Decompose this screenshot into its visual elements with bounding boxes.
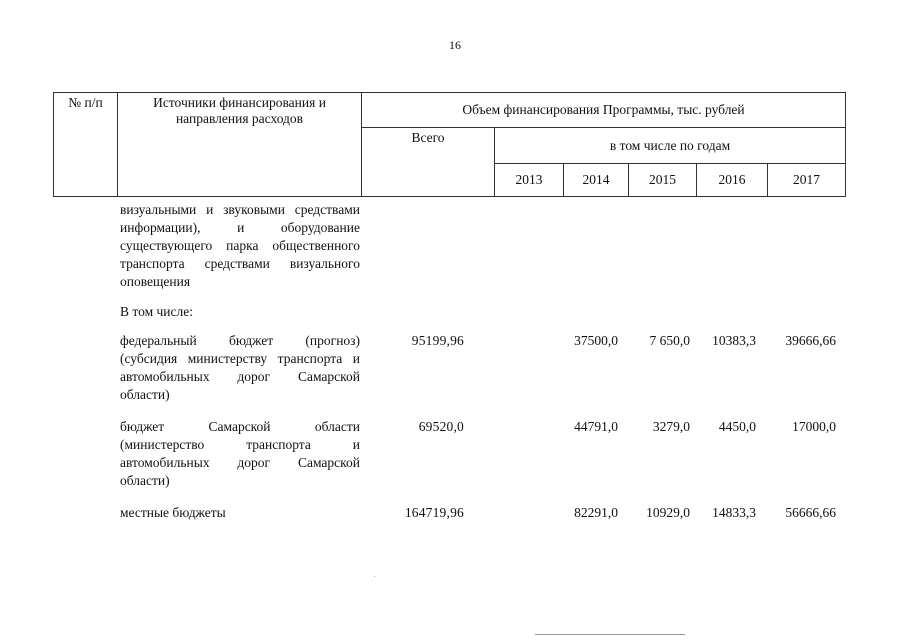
header-col-source: Источники финансирования и направления расходов: [118, 93, 362, 197]
row-federal-2014: 37500,0: [574, 333, 618, 348]
row-local-2016: 14833,3: [712, 505, 756, 520]
row-federal-source: федеральный бюджет (прогноз) (субсидия министерству транспорта и автомобильных дорог Самарской области): [120, 333, 360, 402]
row-regional-2015: 3279,0: [652, 419, 690, 434]
header-col-volume: Объем финансирования Программы, тыс. рублей: [362, 93, 846, 128]
scan-speck: [374, 576, 375, 577]
row-local-2014: 82291,0: [574, 505, 618, 520]
header-col-number: № п/п: [54, 93, 118, 197]
row-federal-2016: 10383,3: [712, 333, 756, 348]
row-regional-source: бюджет Самарской области (министерство транспорта и автомобильных дорог Самарской области): [120, 419, 360, 488]
row-regional-2017: 17000,0: [792, 419, 836, 434]
page-number: 16: [449, 38, 461, 52]
row-federal-2017: 39666,66: [785, 333, 836, 348]
row-regional-2014: 44791,0: [574, 419, 618, 434]
header-year-2014: 2014: [564, 164, 629, 197]
header-col-total: Всего: [362, 128, 495, 197]
row-including-label: В том числе:: [120, 304, 193, 319]
header-year-2013: 2013: [495, 164, 564, 197]
header-col-including: в том числе по годам: [495, 128, 846, 164]
row-local-total: 164719,96: [404, 505, 464, 520]
row-federal-2015: 7 650,0: [649, 333, 690, 348]
row-regional-2016: 4450,0: [718, 419, 756, 434]
row-local-source: местные бюджеты: [120, 505, 226, 520]
row-federal-total: 95199,96: [411, 333, 464, 348]
header-year-2015: 2015: [629, 164, 697, 197]
footer-rule: [535, 634, 685, 635]
row-continuation-source: визуальными и звуковыми средствами информации), и оборудование существующего парка общественного транспорта средствами визуального оповещения: [120, 202, 360, 289]
row-local-2015: 10929,0: [646, 505, 690, 520]
row-regional-total: 69520,0: [418, 419, 464, 434]
header-year-2016: 2016: [697, 164, 768, 197]
header-year-2017: 2017: [768, 164, 846, 197]
table-header: [53, 92, 846, 197]
row-local-2017: 56666,66: [785, 505, 836, 520]
